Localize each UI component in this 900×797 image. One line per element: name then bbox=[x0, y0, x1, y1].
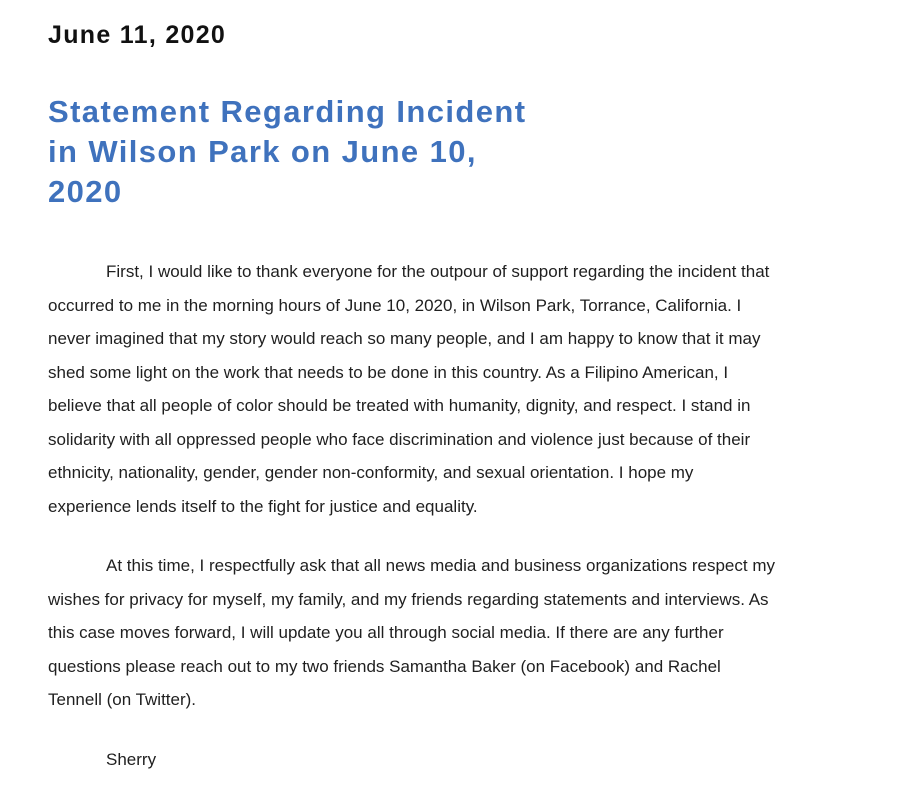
title-line: Statement Regarding Incident bbox=[48, 94, 527, 129]
paragraph-thanks bbox=[48, 255, 878, 523]
paragraph-line: experience lends itself to the fight for justice and equality. bbox=[48, 496, 478, 516]
title-line: 2020 bbox=[48, 174, 123, 209]
paragraph-line: questions please reach out to my two friends Samantha Baker (on Facebook) and Rachel bbox=[48, 656, 721, 676]
paragraph-line: never imagined that my story would reach so many people, and I am happy to know that it may bbox=[48, 329, 761, 348]
title-line: in Wilson Park on June 10, bbox=[48, 134, 477, 169]
paragraph-line: shed some light on the work that needs to be done in this country. As a Filipino American, I bbox=[48, 362, 729, 382]
paragraph-line: believe that all people of color should be treated with humanity, dignity, and respect. I stand in bbox=[48, 396, 751, 415]
paragraph-line: solidarity with all oppressed people who face discrimination and violence just because of their bbox=[48, 429, 751, 449]
paragraph-line: First, I would like to thank everyone for the outpour of support regarding the incident that bbox=[106, 262, 770, 281]
paragraph-line: ethnicity, nationality, gender, gender non-conformity, and sexual orientation. I hope my bbox=[48, 463, 694, 482]
paragraph-line: Tennell (on Twitter). bbox=[48, 690, 197, 709]
statement-date: June 11, 2020 bbox=[48, 21, 227, 49]
paragraph-line: At this time, I respectfully ask that all news media and business organizations respect my bbox=[106, 556, 775, 575]
paragraph-line: this case moves forward, I will update you all through social media. If there are any further bbox=[48, 623, 724, 642]
signature: Sherry bbox=[106, 750, 157, 769]
paragraph-line: occurred to me in the morning hours of June 10, 2020, in Wilson Park, Torrance, California. I bbox=[48, 295, 742, 315]
paragraph-line: wishes for privacy for myself, my family, and my friends regarding statements and interviews. As bbox=[48, 589, 769, 609]
paragraph-privacy-request bbox=[48, 549, 878, 717]
statement-title bbox=[48, 92, 648, 212]
